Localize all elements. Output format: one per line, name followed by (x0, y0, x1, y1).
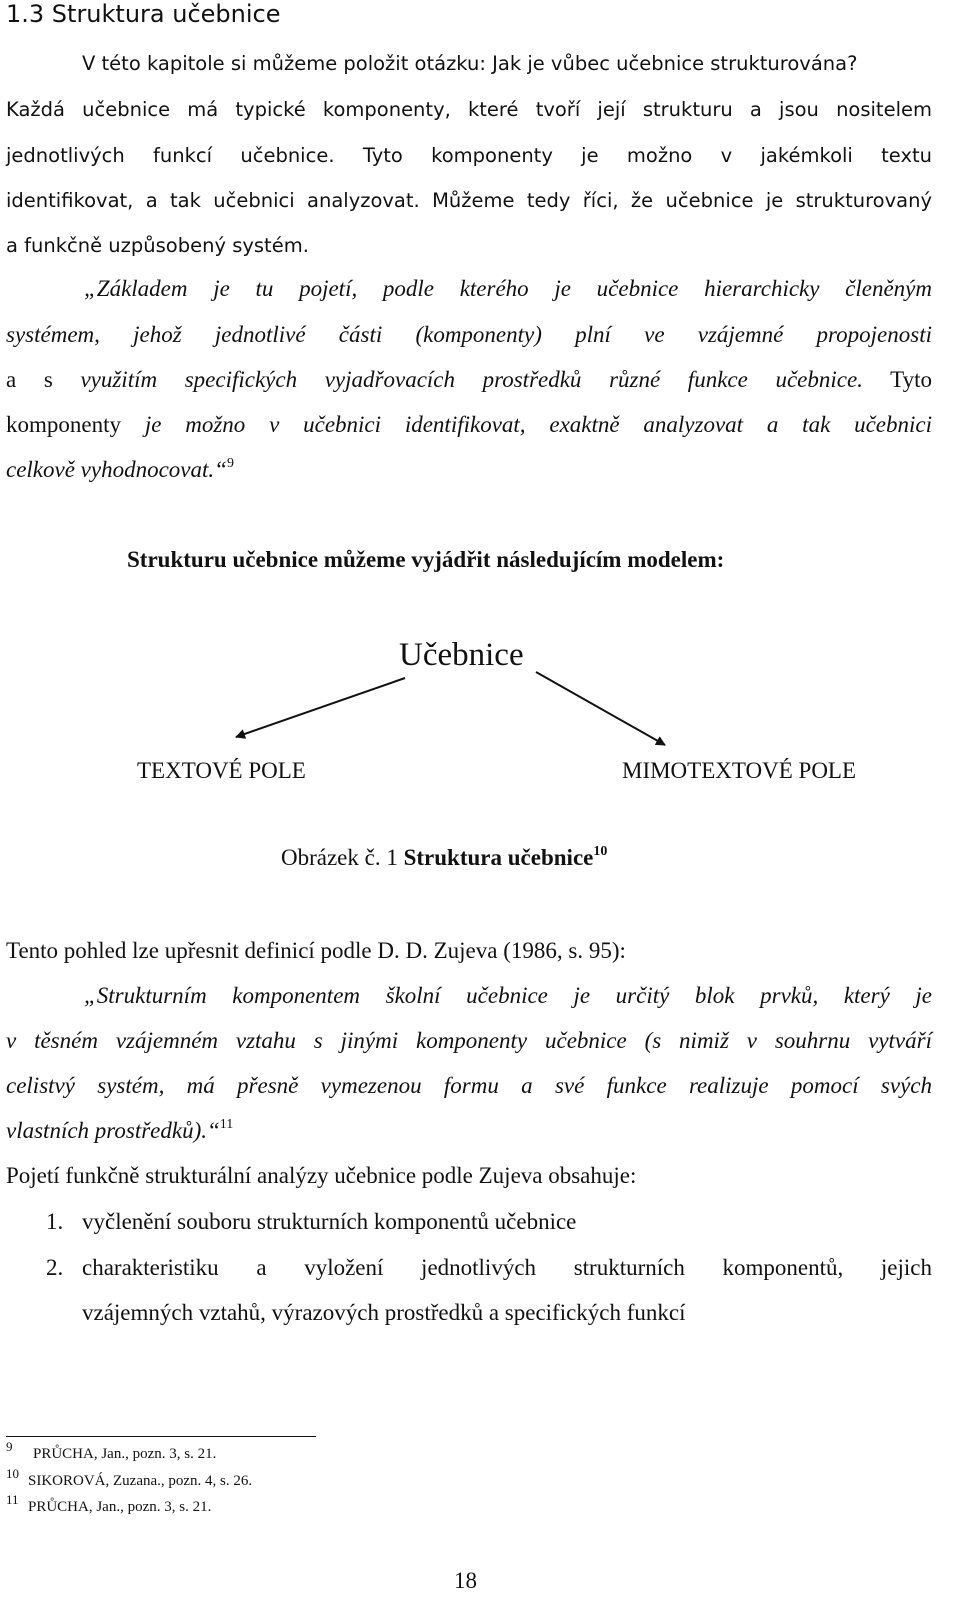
quote2-line-4-text: vlastních prostředků).“ (6, 1118, 220, 1143)
quote1-line-4-start: komponenty (6, 412, 121, 437)
quote1-line-3-italic: využitím specifických vyjadřovacích prostředků různé funkce učebnice. (80, 367, 863, 392)
section-heading: 1.3 Struktura učebnice (6, 0, 281, 28)
footnote-11-text: PRŮCHA, Jan., pozn. 3, s. 21. (28, 1499, 212, 1515)
footnote-10-number: 10 (6, 1466, 19, 1481)
quote1-line-5-text: celkově vyhodnocovat.“ (6, 457, 227, 482)
quote1-line-2 (6, 322, 932, 348)
page-number: 18 (454, 1568, 477, 1593)
footnote-9 (6, 1439, 217, 1463)
zujev-intro: Tento pohled lze upřesnit definicí podle D. D. Zujeva (1986, s. 95): (6, 938, 626, 963)
quote1-line-1-text: „Základem je tu pojetí, podle kterého je učebnice hierarchicky členěným (84, 276, 932, 301)
quote2-line-1-text: „Strukturním komponentem školní učebnice je určitý blok prvků, který je (84, 983, 932, 1008)
quote2-line-3 (6, 1073, 932, 1099)
quote2-line-3-text: celistvý systém, má přesně vymezenou formu a své funkce realizuje pomocí svých (6, 1073, 932, 1098)
intro-line-3-text: jednotlivých funkcí učebnice. Tyto komponenty je možno v jakémkoli textu (6, 144, 932, 167)
arrow-to-mimotextove-pole (536, 672, 665, 745)
intro-line-2 (6, 98, 932, 121)
footnote-ref-10: 10 (593, 844, 608, 859)
footnote-11 (6, 1492, 212, 1516)
intro-line-5: a funkčně uzpůsobený systém. (6, 234, 309, 257)
footnote-10-text: SIKOROVÁ, Zuzana., pozn. 4, s. 26. (28, 1473, 253, 1489)
caption-title: Struktura učebnice (403, 845, 594, 870)
intro-line-1: V této kapitole si můžeme položit otázku: Jak je vůbec učebnice strukturována? (82, 52, 858, 75)
intro-line-2-text: Každá učebnice má typické komponenty, které tvoří její strukturu a jsou nositelem (6, 98, 932, 121)
footnote-9-text: PRŮCHA, Jan., pozn. 3, s. 21. (33, 1446, 217, 1462)
footnote-ref-11: 11 (219, 1117, 234, 1132)
footnote-ref-9: 9 (226, 456, 234, 471)
list-item-2-line-1-text: charakteristiku a vyložení jednotlivých strukturních komponentů, jejich (82, 1255, 932, 1280)
quote1-line-3 (6, 367, 932, 393)
figure-caption (281, 845, 607, 871)
intro-line-4 (6, 189, 932, 212)
list-item-2-line-1 (82, 1255, 932, 1281)
intro-line-4-text: identifikovat, a tak učebnici analyzovat. Můžeme tedy říci, že učebnice je strukturovaný (6, 189, 932, 212)
structure-diagram (0, 620, 960, 800)
quote1-line-2-text: systémem, jehož jednotlivé části (komponenty) plní ve vzájemné propojenosti (6, 322, 932, 347)
quote2-line-2 (6, 1028, 932, 1054)
list-item-1-text: vyčlenění souboru strukturních komponentů učebnice (82, 1209, 577, 1234)
quote2-line-1 (84, 983, 932, 1009)
diagram-left-label: TEXTOVÉ POLE (137, 758, 306, 783)
diagram-root-label: Učebnice (399, 637, 524, 673)
list-item-2-line-2: vzájemných vztahů, výrazových prostředků a specifických funkcí (82, 1300, 686, 1325)
diagram-right-label: MIMOTEXTOVÉ POLE (622, 758, 857, 783)
quote1-line-3-end: Tyto (890, 367, 932, 392)
quote1-line-4-italic: je možno v učebnici identifikovat, exaktně analyzovat a tak učebnici (144, 412, 932, 437)
list-item-1-number: 1. (46, 1209, 64, 1234)
caption-prefix: Obrázek č. 1 (281, 845, 398, 870)
footnote-10 (6, 1466, 253, 1490)
quote1-line-1 (84, 276, 932, 302)
quote1-line-3-start: a s (6, 367, 53, 392)
footnote-9-number: 9 (6, 1439, 13, 1454)
intro-line-3 (6, 144, 932, 167)
quote1-line-4 (6, 412, 932, 438)
quote2-line-2-text: v těsném vzájemném vztahu s jinými komponenty učebnice (s nimiž v souhrnu vytváří (6, 1028, 932, 1053)
arrow-to-textove-pole (236, 678, 405, 737)
footnote-separator (6, 1436, 316, 1437)
analysis-intro: Pojetí funkčně strukturální analýzy učebnice podle Zujeva obsahuje: (6, 1163, 637, 1188)
quote1-line-5 (6, 457, 234, 483)
quote2-line-4 (6, 1118, 233, 1144)
footnote-11-number: 11 (6, 1492, 19, 1507)
model-intro: Strukturu učebnice můžeme vyjádřit následujícím modelem: (127, 547, 725, 572)
list-item-2-number: 2. (46, 1255, 64, 1280)
